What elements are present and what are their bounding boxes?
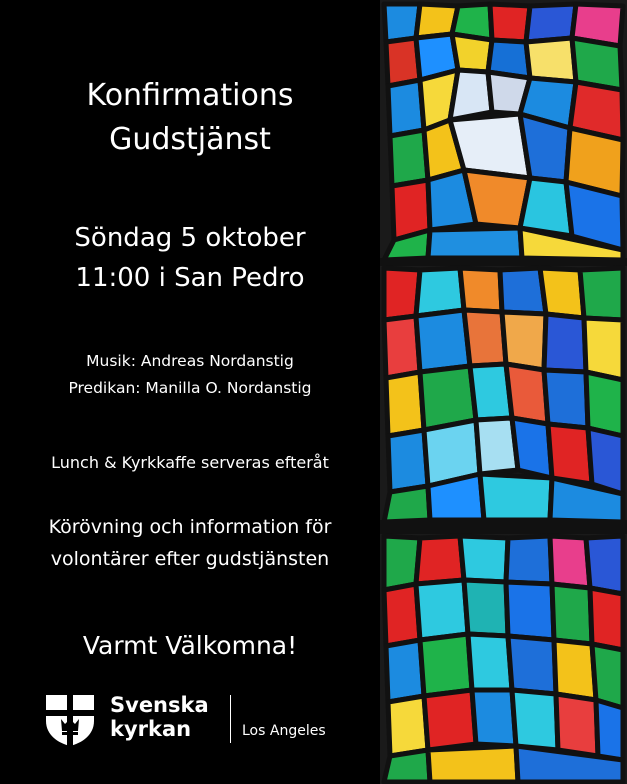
- brand-name: [110, 693, 209, 741]
- location-label: Los Angeles: [242, 723, 326, 739]
- lunch-notice: Lunch & Kyrkkaffe serveras efteråt: [51, 453, 329, 472]
- choir-notice: [0, 511, 380, 575]
- choir-line-2: volontärer efter gudstjänsten: [50, 548, 330, 570]
- sermon-credit: Predikan: Manilla O. Nordanstig: [68, 379, 312, 397]
- svenska-kyrkan-logo: [44, 693, 364, 745]
- stained-glass-window-image: [380, 0, 627, 784]
- title-line-1: Konfirmations: [86, 78, 294, 113]
- credits: [0, 348, 380, 402]
- choir-line-1: Körövning och information för: [48, 516, 332, 538]
- brand-line-2: kyrkan: [110, 717, 192, 741]
- time-place-line: 11:00 i San Pedro: [75, 263, 305, 293]
- logo-divider: [230, 695, 231, 743]
- date-line: Söndag 5 oktober: [74, 223, 306, 253]
- welcome-text: Varmt Välkomna!: [82, 631, 298, 660]
- event-title: [0, 74, 380, 162]
- event-date: [0, 218, 380, 298]
- music-credit: Musik: Andreas Nordanstig: [86, 352, 294, 370]
- title-line-2: Gudstjänst: [109, 122, 271, 157]
- brand-line-1: Svenska: [110, 693, 209, 717]
- church-shield-crown-icon: [44, 693, 96, 747]
